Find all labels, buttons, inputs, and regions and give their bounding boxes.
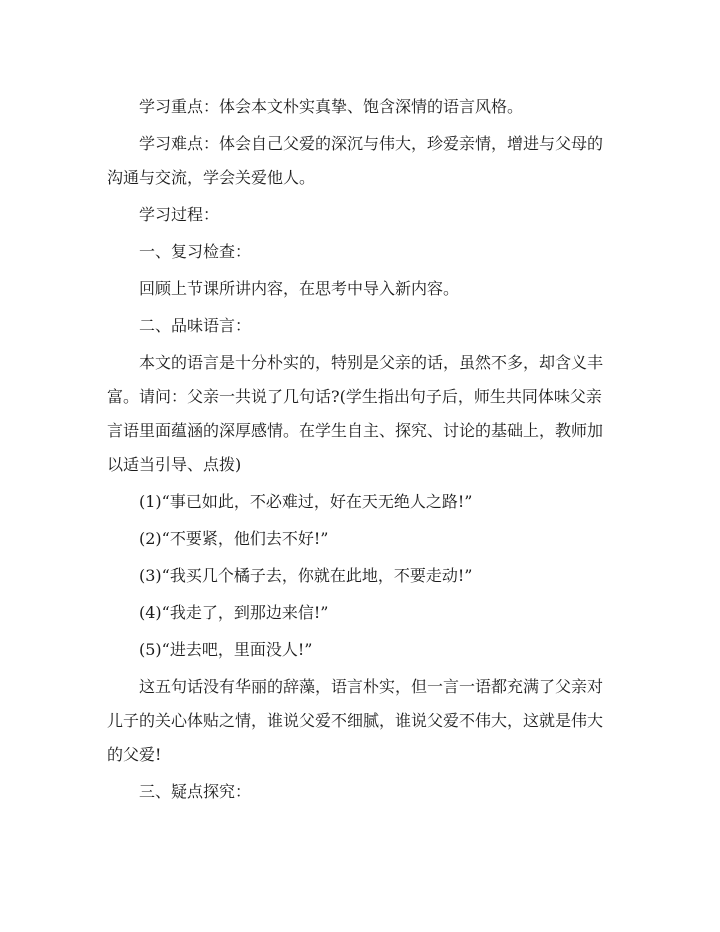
review-paragraph: 回顾上节课所讲内容，在思考中导入新内容。: [139, 279, 460, 298]
section-language-heading: 二、品味语言：: [139, 316, 252, 335]
process-heading: 学习过程：: [139, 205, 220, 224]
quote-4: (4)“我走了，到那边来信!”: [139, 603, 329, 622]
language-paragraph: 本文的语言是十分朴实的，特别是父亲的话，虽然不多，却含义丰富。请问：父亲一共说了几句话?(学生指出句子后，师生共同体味父亲言语里面蕴涵的深厚感情。在学生自主、探究、讨论的基础上，教师加以适当引导、点拨): [107, 353, 604, 474]
quote-3: (3)“我买几个橘子去，你就在此地，不要走动!”: [139, 566, 473, 585]
document-body: [107, 90, 617, 812]
quote-1: (1)“事已如此，不必难过，好在天无绝人之路!”: [139, 492, 473, 511]
key-points-paragraph: 学习重点：体会本文朴实真挚、饱含深情的语言风格。: [139, 97, 524, 116]
quote-2: (2)“不要紧，他们去不好!”: [139, 529, 329, 548]
section-questions-heading: 三、疑点探究：: [139, 782, 252, 801]
quote-5: (5)“进去吧，里面没人!”: [139, 640, 313, 659]
summary-paragraph: 这五句话没有华丽的辞藻，语言朴实，但一言一语都充满了父亲对儿子的关心体贴之情，谁说父爱不细腻，谁说父爱不伟大，这就是伟大的父爱!: [107, 677, 604, 764]
section-review-heading: 一、复习检查：: [139, 242, 252, 261]
difficulties-paragraph: 学习难点：体会自己父爱的深沉与伟大，珍爱亲情，增进与父母的沟通与交流，学会关爱他人。: [107, 134, 604, 187]
